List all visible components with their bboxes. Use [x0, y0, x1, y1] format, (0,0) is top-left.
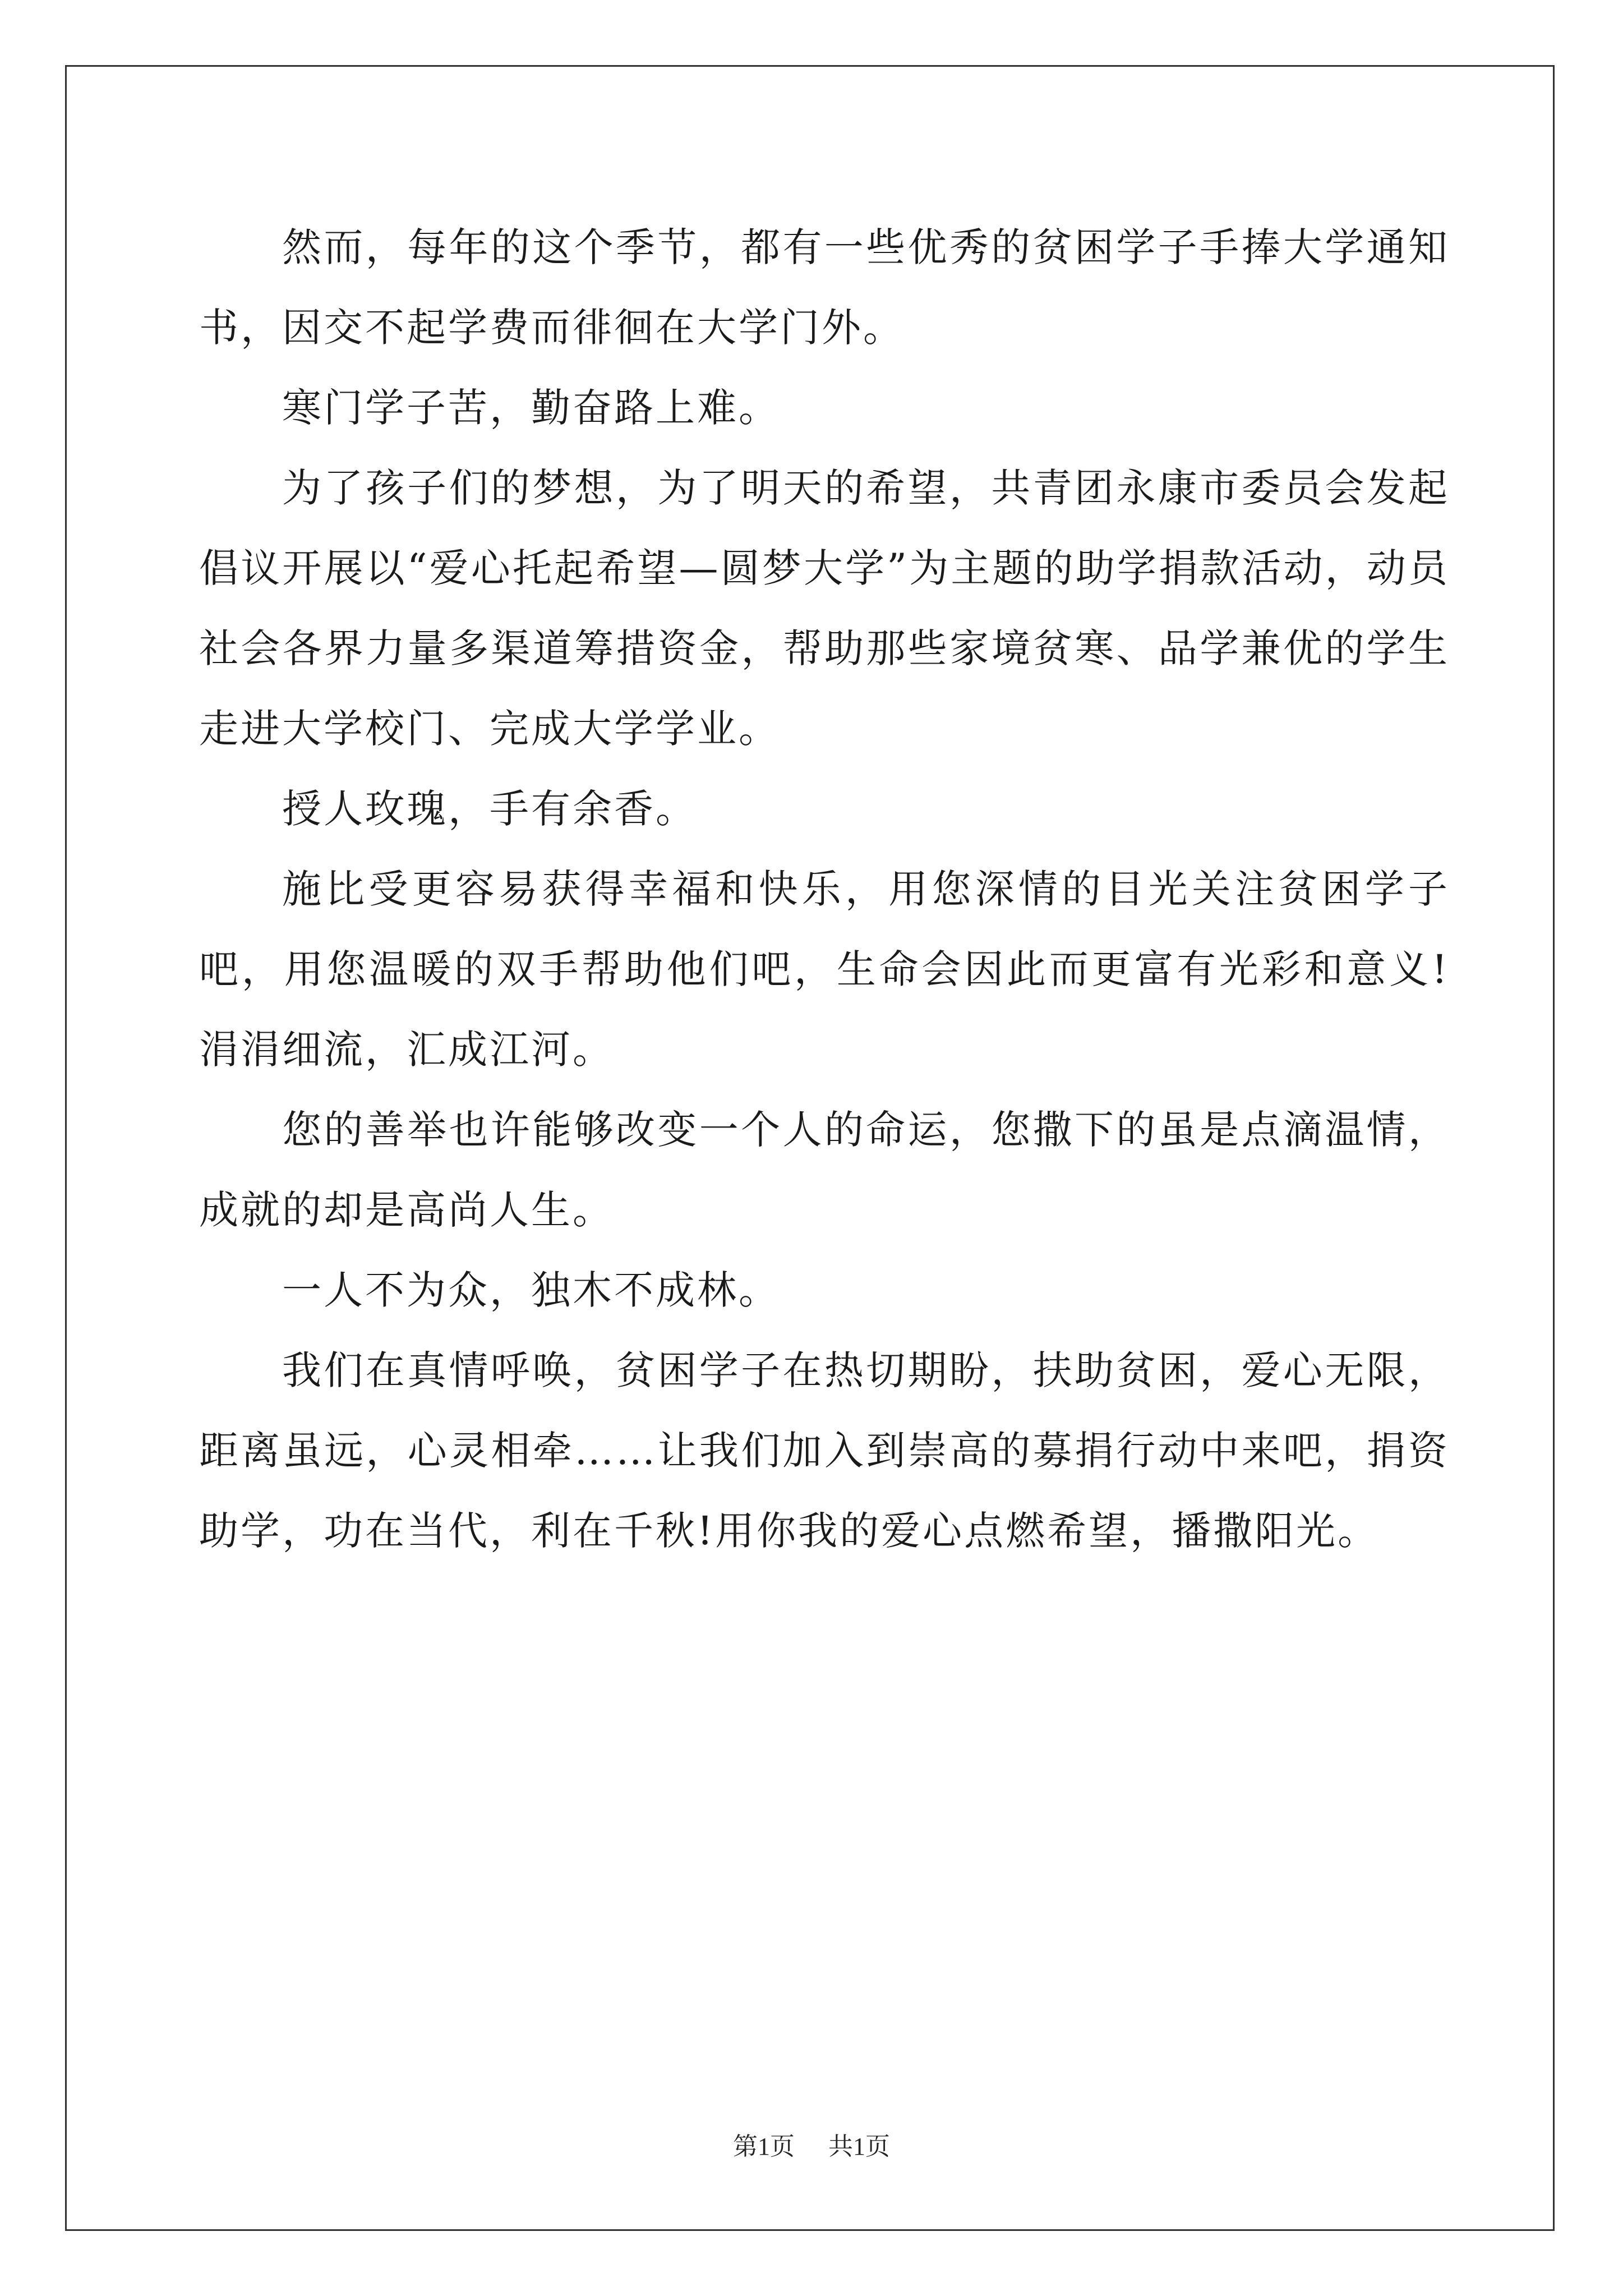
paragraph: 授人玫瑰，手有余香。 [282, 786, 697, 832]
paragraph: 为了孩子们的梦想，为了明天的希望，共青团永康市委员会发起倡议开展以“爱心托起希望—圆梦大学”为主题的助学捐款活动，动员社会各界力量多渠道筹措资金，帮助那些家境贫寒、品学兼优的学生走进大学校门、完成大学学业。 [199, 465, 1450, 752]
paragraph: 寒门学子苦，勤奋路上难。 [282, 385, 780, 431]
paragraph: 施比受更容易获得幸福和快乐，用您深情的目光关注贫困学子吧，用您温暖的双手帮助他们吧，生命会因此而更富有光彩和意义!涓涓细流，汇成江河。 [199, 866, 1450, 1073]
paragraph: 我们在真情呼唤，贫困学子在热切期盼，扶助贫困，爱心无限，距离虽远，心灵相牵……让我们加入到崇高的募捐行动中来吧，捐资助学，功在当代，利在千秋!用你我的爱心点燃希望，播撒阳光。 [199, 1347, 1450, 1554]
page-footer [0, 2126, 1623, 2162]
paragraph: 一人不为众，独木不成林。 [282, 1267, 780, 1313]
paragraph: 您的善举也许能够改变一个人的命运，您撒下的虽是点滴温情，成就的却是高尚人生。 [199, 1107, 1450, 1233]
page-number-total: 共1页 [828, 2133, 890, 2160]
document-body [199, 208, 1450, 1571]
paragraph: 然而，每年的这个季节，都有一些优秀的贫困学子手捧大学通知书，因交不起学费而徘徊在大学门外。 [199, 224, 1450, 351]
page-number-current: 第1页 [733, 2133, 795, 2160]
